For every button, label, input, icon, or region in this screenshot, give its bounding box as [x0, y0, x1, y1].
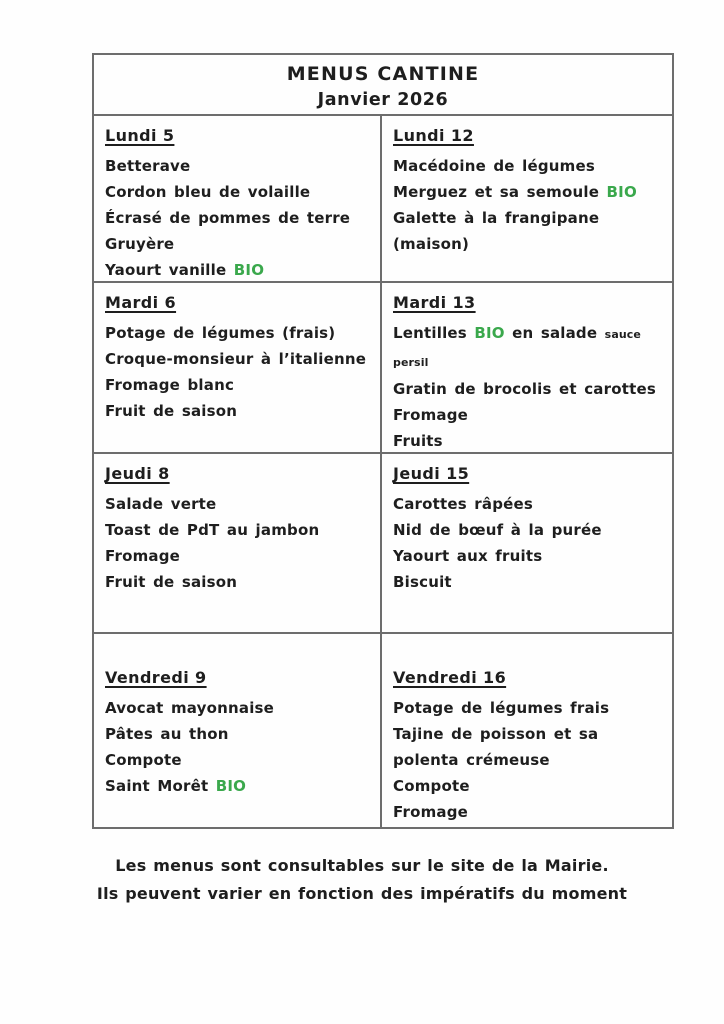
- item-text: Yaourt vanille: [105, 261, 234, 279]
- menu-cell-jeudi-8: [94, 454, 382, 632]
- item-text: Biscuit: [393, 573, 452, 591]
- menu-item: [105, 773, 375, 799]
- menu-cell-jeudi-15: [382, 454, 672, 632]
- item-text: Yaourt aux fruits: [393, 547, 543, 565]
- item-text: Macédoine de légumes: [393, 157, 595, 175]
- bio-label: BIO: [233, 261, 265, 279]
- item-text: Betterave: [105, 157, 191, 175]
- menu-item: [393, 428, 667, 452]
- day-header: Mardi 13: [393, 293, 476, 312]
- menu-row-lundi: [94, 116, 672, 283]
- menu-item: [105, 695, 375, 721]
- item-text: Potage de légumes (frais): [105, 324, 336, 342]
- menu-item: [393, 543, 667, 569]
- menu-items: [105, 491, 375, 595]
- menu-item: [105, 179, 375, 205]
- item-text: Carottes râpées: [393, 495, 534, 513]
- menu-item: [393, 773, 667, 799]
- item-text: Pâtes au thon: [105, 725, 229, 743]
- item-text: Fruit de saison: [105, 402, 238, 420]
- item-text: Gratin de brocolis et carottes: [393, 380, 656, 398]
- menu-item: [105, 205, 375, 231]
- day-header: Vendredi 9: [105, 668, 207, 687]
- menu-item: [105, 257, 375, 281]
- menu-cell-vendredi-16: [382, 634, 672, 827]
- item-text: en salade: [504, 324, 605, 342]
- item-text: Fromage: [393, 803, 469, 821]
- menu-items: [393, 320, 667, 452]
- footer-line-1: Les menus sont consultables sur le site de la Mairie.: [115, 856, 609, 875]
- menu-table: [92, 53, 674, 829]
- menu-item: [105, 153, 375, 179]
- menu-item: [105, 543, 375, 569]
- menu-items: [393, 153, 667, 257]
- menu-cell-mardi-13: [382, 283, 672, 452]
- item-text: Lentilles: [393, 324, 475, 342]
- menu-item: [393, 205, 667, 257]
- menu-item: [393, 569, 667, 595]
- item-text: Nid de bœuf à la purée: [393, 521, 602, 539]
- menu-item: [105, 346, 375, 372]
- item-text: Potage de légumes frais: [393, 699, 610, 717]
- day-header: Jeudi 8: [105, 464, 170, 483]
- item-text: Saint Morêt: [105, 777, 216, 795]
- item-text: Écrasé de pommes de terre: [105, 209, 351, 227]
- item-text: Cordon bleu de volaille: [105, 183, 311, 201]
- item-text: Fromage: [105, 547, 181, 565]
- item-text: Compote: [393, 777, 470, 795]
- item-text: Tajine de poisson et sa polenta crémeuse: [393, 725, 599, 769]
- item-text: Croque-monsieur à l’italienne: [105, 350, 367, 368]
- menu-item: [393, 799, 667, 825]
- item-text: Fruits: [393, 432, 443, 450]
- menu-item: [105, 747, 375, 773]
- menu-item: [393, 320, 667, 376]
- menu-items: [393, 695, 667, 825]
- page-subtitle: Janvier 2026: [317, 90, 449, 110]
- menu-items: [105, 320, 375, 424]
- menu-item: [105, 398, 375, 424]
- table-title-cell: [94, 55, 672, 116]
- footer-line-2: Ils peuvent varier en fonction des impératifs du moment: [96, 884, 628, 903]
- menu-item: [393, 153, 667, 179]
- menu-items: [105, 695, 375, 799]
- item-text: Fromage blanc: [105, 376, 235, 394]
- menu-cell-vendredi-9: [94, 634, 382, 827]
- menu-row-vendredi: [94, 634, 672, 827]
- menu-item: [105, 372, 375, 398]
- item-text: Merguez et sa semoule: [393, 183, 607, 201]
- menu-item: [393, 402, 667, 428]
- menu-item: [393, 179, 667, 205]
- item-text: Fromage: [393, 406, 469, 424]
- menu-item: [105, 517, 375, 543]
- day-header: Lundi 12: [393, 126, 474, 145]
- day-header: Lundi 5: [105, 126, 175, 145]
- menu-item: [393, 491, 667, 517]
- menu-items: [393, 491, 667, 595]
- menu-cell-lundi-5: [94, 116, 382, 281]
- item-text: Gruyère: [105, 235, 175, 253]
- day-header: Mardi 6: [105, 293, 177, 312]
- menu-item: [393, 721, 667, 773]
- item-text: Avocat mayonnaise: [105, 699, 275, 717]
- footer-note: [0, 852, 724, 908]
- item-note: sauce persil: [393, 328, 641, 369]
- item-text: Compote: [105, 751, 182, 769]
- item-text: Galette à la frangipane (maison): [393, 209, 600, 253]
- bio-label: BIO: [474, 324, 505, 342]
- bio-label: BIO: [606, 183, 637, 201]
- item-text: Salade verte: [105, 495, 217, 513]
- menu-cell-lundi-12: [382, 116, 672, 281]
- item-text: Fruit de saison: [105, 573, 238, 591]
- day-header: Vendredi 16: [393, 668, 507, 687]
- day-header: Jeudi 15: [393, 464, 470, 483]
- menu-item: [105, 569, 375, 595]
- menu-row-mardi: [94, 283, 672, 454]
- menu-items: [105, 153, 375, 281]
- menu-item: [393, 517, 667, 543]
- menu-item: [393, 695, 667, 721]
- menu-item: [105, 320, 375, 346]
- item-text: Toast de PdT au jambon: [105, 521, 320, 539]
- bio-label: BIO: [215, 777, 247, 795]
- page-title: MENUS CANTINE: [286, 63, 480, 85]
- menu-item: [105, 231, 375, 257]
- menu-item: [105, 491, 375, 517]
- menu-item: [393, 376, 667, 402]
- menu-item: [105, 721, 375, 747]
- menu-row-jeudi: [94, 454, 672, 634]
- menu-cell-mardi-6: [94, 283, 382, 452]
